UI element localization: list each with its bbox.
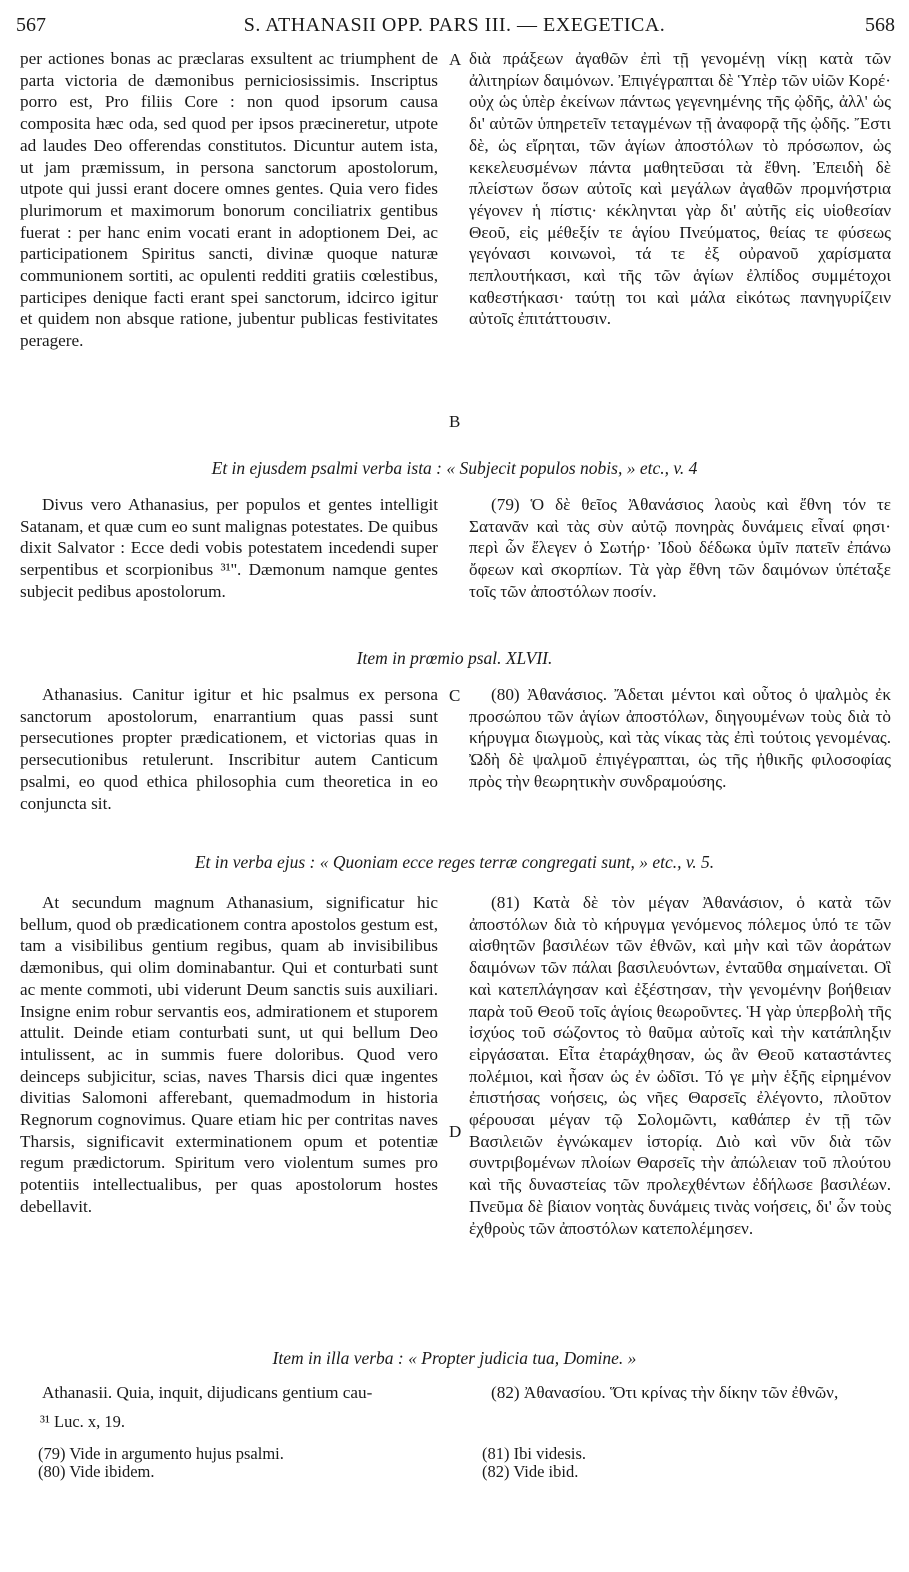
margin-letter-a: A [449, 50, 462, 69]
section-heading: Et in ejusdem psalmi verba ista : « Subjecit populos nobis, » etc., v. 4 [211, 458, 698, 478]
footnote-79: (79) Vide in argumento hujus psalmi. [38, 1444, 284, 1463]
latin-paragraph: per actiones bonas ac præclaras exsultent ac triumphent de parta victoria de dæmonibus perniciosissimis. Inscriptus porro est, Pro filiis Core : non quod ipsorum causa composita hæc oda, sed quod per ipsos præcineretur, utpote ad laudes Deo offerendas constitutos. Dicuntur autem ista, ut jam præmissum, in persona sanctorum apostolorum, utpote qui jussi erant docere omnes gentes. Quia vero fides plurimorum et maximorum bonorum conciliatrix gentibus fuerat : per hanc enim vocati erant in adoptionem Dei, ac participationem Spiritus sancti, divinæ quoque naturæ communionem sortiti, ac opulenti redditi gratiis cœlestibus, participes denique facti erant spei sanctorum, idcirco igitur et quidem non absque ratione, jubentur publicas festivitates peragere. [20, 49, 438, 351]
footnote-82: (82) Vide ibid. [482, 1462, 579, 1481]
latin-paragraph: At secundum magnum Athanasium, significatur hic bellum, quod ob prædicationem contra apostolos gestum est, tam a visibilibus gentium regibus, quam ab invisibilibus dæmonibus, qui olim dominabantur. Qui et conturbati sunt ac mente commoti, ubi viderunt Deum sanctis suis auxiliari. Insigne enim robur servantis eos, admirationem et stuporem attulit. Deinde etiam conturbati sunt, ut qui bellum Deo intulissent, ac in summis fuere doloribus. Quod vero deinceps subjicitur, scias, naves Tharsis dici quæ ingentes divitias Salomoni afferebant, quemadmodum in historia Regnorum cognovimus. Quare etiam hic per contritas naves Tharsis, significavit exterminationem opum et potentiæ regum prædictorum. Spiritum vero violentum sumes pro potentiis intellectualibus, per quas apostolorum hostes debellavit. [20, 893, 438, 1216]
greek-paragraph: (79) Ὁ δὲ θεῖος Ἀθανάσιος λαοὺς καὶ ἔθνη τόν τε Σατανᾶν καὶ τὰς σὺν αὐτῷ πονηρὰς δυνάμεις εἶναί φησι· περὶ ὧν ἔλεγεν ὁ Σωτήρ· Ἰδοὺ δέδωκα ὑμῖν πατεῖν ἐπάνω ὄφεων καὶ σκορπίων. Τὰ γὰρ ἔθνη τῶν δαιμόνων ὑπέταξε τοῖς τῶν ἀποστόλων ποσίν. [469, 495, 891, 601]
footnote-81: (81) Ibi videsis. [482, 1444, 587, 1463]
latin-column-2 [20, 494, 438, 603]
page-header [0, 4, 909, 40]
latin-column-5 [20, 1382, 438, 1404]
section-heading: Item in illa verba : « Propter judicia tua, Domine. » [272, 1348, 637, 1368]
greek-column-5 [469, 1382, 891, 1404]
footnote-80: (80) Vide ibidem. [38, 1462, 155, 1481]
running-title: S. ATHANASII OPP. PARS III. — EXEGETICA. [243, 14, 666, 36]
latin-paragraph: Athanasius. Canitur igitur et hic psalmus ex persona sanctorum apostolorum, enarrantium quas passi sunt persecutiones propter prædicationem, et victorias quas in persecutionibus retulerunt. Inscribitur autem Canticum psalmi, eo quod ethica philosophia cum theoretica in eo conjuncta sit. [20, 685, 438, 813]
greek-column-3 [469, 684, 891, 793]
scripture-footnote: ³¹ Luc. x, 19. [40, 1412, 126, 1431]
margin-letter-b: B [449, 412, 461, 431]
page-number-right: 568 [865, 14, 895, 36]
greek-paragraph: διὰ πράξεων ἀγαθῶν ἐπὶ τῇ γενομένῃ νίκῃ κατὰ τῶν ἀλιτηρίων δαιμόνων. Ἐπιγέγραπται δὲ Ὑπὲρ τῶν υἱῶν Κορέ· οὐχ ὡς ὑπὲρ ἐκείνων πάντως γεγενημένης τῆς ᾠδῆς, ἀλλ' ὡς δι' αὐτῶν ὑπηρετεῖν τεταγμένων τῇ ἀναφορᾷ τῆς ᾠδῆς. Ἔστι δὲ, ὡς εἴρηται, τῶν ἁγίων ἀποστόλων τὸ πρόσωπον, ὡς κεκελευσμένων πάντα μαθητεῦσαι τὰ ἔθνη. Ἐπειδὴ δὲ πλείστων ὅσων αὐτοῖς καὶ μεγάλων ἀγαθῶν προμνήστρια γέγονεν ἡ πίστις· κέκληνται γὰρ δι' αὐτῆς εἰς υἱοθεσίαν Θεοῦ, εἰς μέθεξίν τε ἁγίου Πνεύματος, θείας τε φύσεως γεγόνασι κοινωνοὶ, τά τε ἐξ οὐρανοῦ χαρίσματα πεπλουτήκασι, καὶ τῆς τῶν ἁγίων ἐλπίδος συμμέτοχοι καθεστήκασι· ταύτῃ τοι καὶ μάλα εἰκότως πανηγυρίζειν αὐτοῖς ἐπιτάττουσιν. [469, 49, 891, 329]
greek-paragraph: (80) Ἀθανάσιος. Ἄδεται μέντοι καὶ οὗτος ὁ ψαλμὸς ἐκ προσώπου τῶν ἁγίων ἀποστόλων, διηγουμένων τοὺς διὰ τὸ κήρυγμα διωγμοὺς, καὶ τὰς νίκας τὰς ἐπὶ τούτοις γενομένας. Ὠδὴ δὲ ψαλμοῦ ἐπιγέγραπται, ὡς τῆς ἠθικῆς φιλοσοφίας πρὸς τὴν θεωρητικὴν συνδραμούσης. [469, 685, 891, 791]
greek-paragraph: (82) Ἀθανασίου. Ὅτι κρίνας τὴν δίκην τῶν ἐθνῶν, [491, 1383, 839, 1402]
margin-letter-c: C [449, 686, 461, 705]
margin-letter-d: D [449, 1122, 462, 1141]
section-heading: Et in verba ejus : « Quoniam ecce reges terræ congregati sunt, » etc., v. 5. [194, 852, 715, 872]
greek-column-2 [469, 494, 891, 603]
page-number-left: 567 [16, 14, 46, 36]
latin-column-1 [20, 48, 438, 352]
latin-column-3 [20, 684, 438, 814]
latin-paragraph: Athanasii. Quia, inquit, dijudicans gentium cau- [42, 1383, 373, 1402]
greek-column-4 [469, 892, 891, 1239]
latin-column-4 [20, 892, 438, 1218]
greek-paragraph: (81) Κατὰ δὲ τὸν μέγαν Ἀθανάσιον, ὁ κατὰ τῶν ἀποστόλων διὰ τὸ κήρυγμα γενόμενος πόλεμος ὑπό τε τῶν αἰσθητῶν βασιλέων τῶν ἐθνῶν, καὶ μὴν καὶ τῶν ἀοράτων δαιμόνων τῶν πάλαι βασιλευόντων, ἐνταῦθα σημαίνεται. Οἳ καὶ κατεπλάγησαν καὶ ἐξέστησαν, τὴν γενομένην βοήθειαν παρὰ τοῦ Θεοῦ τοῖς ἁγίοις θεωροῦντες. Ἡ γὰρ ὑπερβολὴ τῆς ἰσχύος τοῦ σώζοντος τὸ θαῦμα αὐτοῖς καὶ τὴν κατάπληξιν εἰργάσαται. Εἶτα ἐταράχθησαν, ὡς ἂν Θεοῦ καταστάντες πολέμιοι, καὶ ἦσαν ὡς ἐν ὠδῖσι. Τό γε μὴν ἑξῆς εἰρημένον ἐπιστήσας νοήσεις, ὡς νῆες Θαρσεῖς ἐλέγοντο, πλοῦτον φέρουσαι μέγαν τῷ Σολομῶντι, καθάπερ ἐν τῇ τῶν Βασιλειῶν ἐγνώκαμεν ἱστορίᾳ. Διὸ καὶ νῦν διὰ τῶν συντριβομένων πλοίων Θαρσεῖς τὴν ἀπώλειαν τοῦ πλούτου καὶ τῆς δυναστείας τῶν προλεχθέντων ἐδήλωσε βασιλέων. Πνεῦμα δὲ βίαιον νοητὰς δυνάμεις τινὰς νοήσεις, δι' ὧν τοὺς ἐχθροὺς τῶν ἀποστόλων κατεπολέμησεν. [469, 893, 891, 1238]
latin-paragraph: Divus vero Athanasius, per populos et gentes intelligit Satanam, et quæ cum eo sunt malignas potestates. De quibus dixit Salvator : Ecce dedi vobis potestatem incedendi super serpentibus et scorpionibus ³¹''. Dæmonum namque gentes subjecit pedibus apostolorum. [20, 495, 438, 601]
section-heading: Item in prœmio psal. XLVII. [356, 648, 553, 668]
greek-column-1 [469, 48, 891, 330]
